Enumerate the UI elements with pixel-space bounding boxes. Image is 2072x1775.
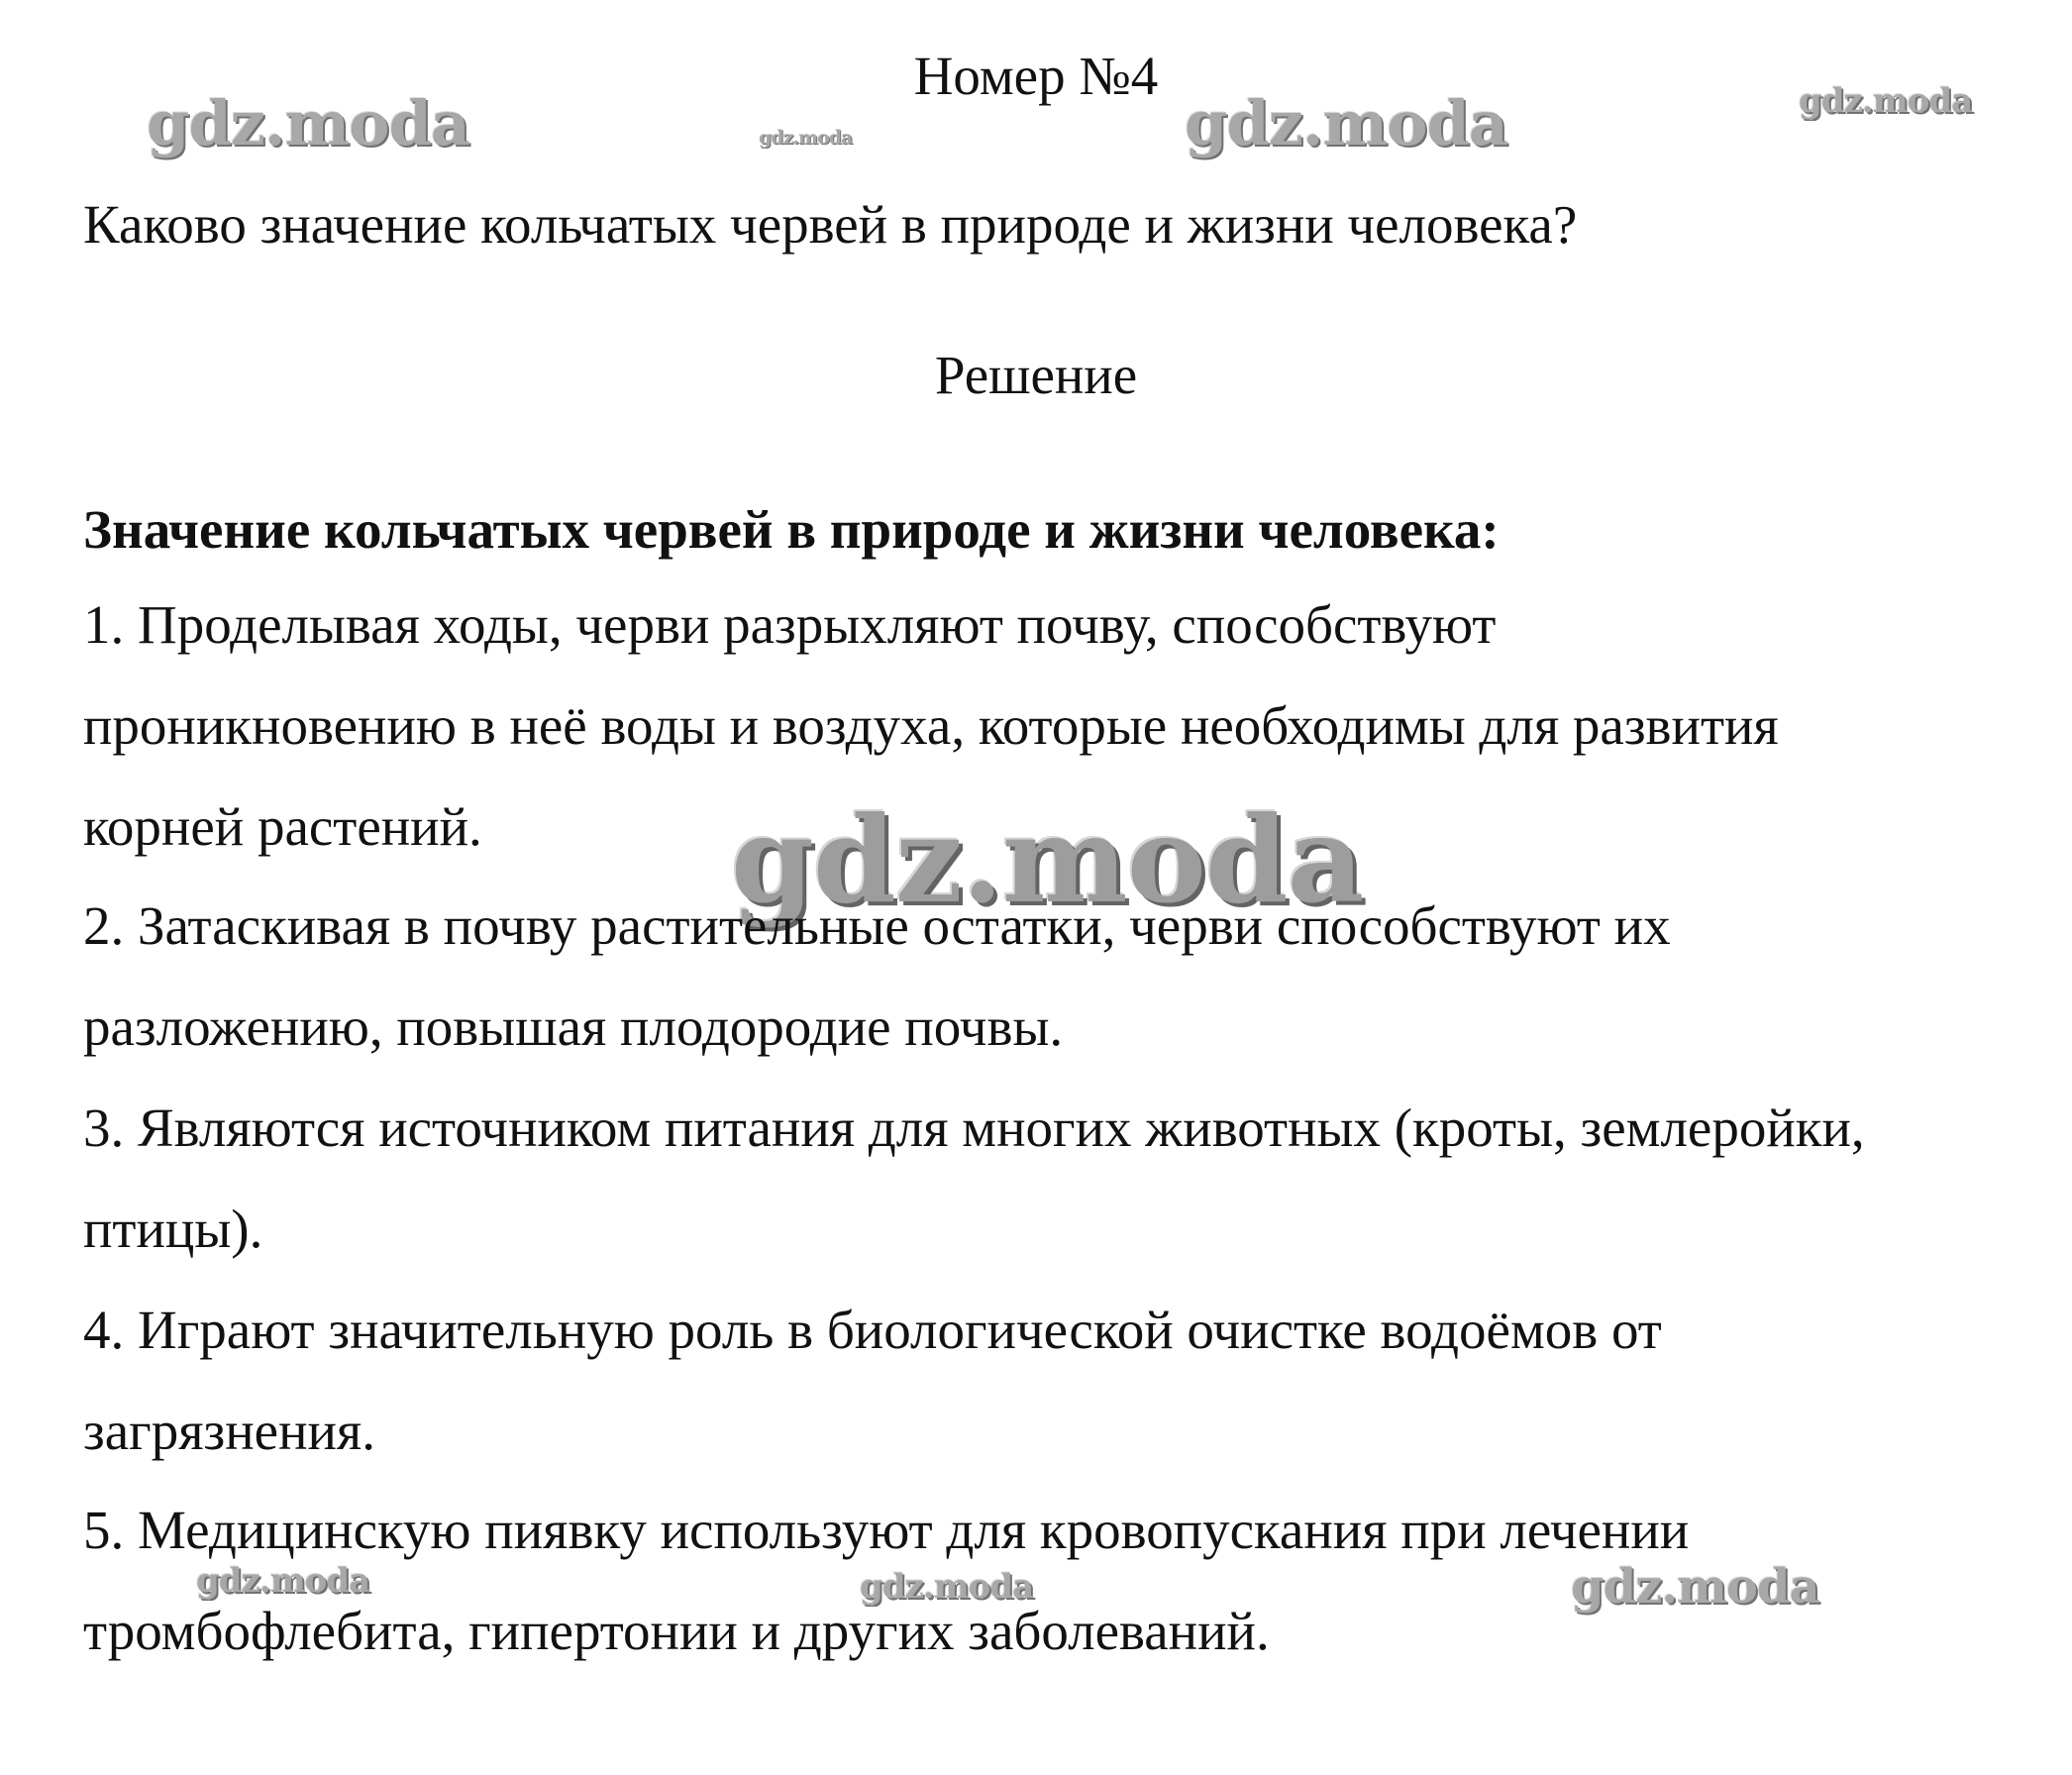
answer-line: 3. Являются источником питания для многих животных (кроты, землеройки, xyxy=(83,1097,1865,1158)
answer-line: проникновению в неё воды и воздуха, которые необходимы для развития xyxy=(83,695,1779,756)
watermark-logo: gdz.moda xyxy=(1185,87,1507,159)
watermark-logo: gdz.moda xyxy=(860,1567,1034,1607)
answer-line: 4. Играют значительную роль в биологической очистке водоёмов от xyxy=(83,1300,1662,1360)
solution-heading: Решение xyxy=(934,345,1138,405)
answer-heading: Значение кольчатых червей в природе и жизни человека: xyxy=(83,499,1500,560)
answer-line: загрязнения. xyxy=(83,1401,375,1461)
watermark-logo: gdz.moda xyxy=(1799,81,1973,121)
question-text: Каково значение кольчатых червей в природе и жизни человека? xyxy=(83,194,1578,255)
answer-line: птицы). xyxy=(83,1199,263,1259)
answer-line: корней растений. xyxy=(83,796,482,857)
answer-line: 2. Затаскивая в почву растительные остатки, черви способствуют их xyxy=(83,895,1671,956)
problem-number-title: Номер №4 xyxy=(913,46,1159,106)
answer-line: разложению, повышая плодородие почвы. xyxy=(83,996,1064,1057)
watermark-logo: gdz.moda xyxy=(731,790,1364,930)
watermark-logo: gdz.moda xyxy=(1571,1559,1819,1615)
answer-line: тромбофлебита, гипертонии и других заболеваний. xyxy=(83,1601,1270,1661)
answer-line: 1. Проделывая ходы, черви разрыхляют почву, способствуют xyxy=(83,594,1497,655)
answer-line: 5. Медицинскую пиявку используют для кровопускания при лечении xyxy=(83,1500,1690,1560)
watermark-logo: gdz.moda xyxy=(196,1561,370,1601)
watermark-logo: gdz.moda xyxy=(147,87,469,159)
watermark-logo: gdz.moda xyxy=(759,127,853,149)
